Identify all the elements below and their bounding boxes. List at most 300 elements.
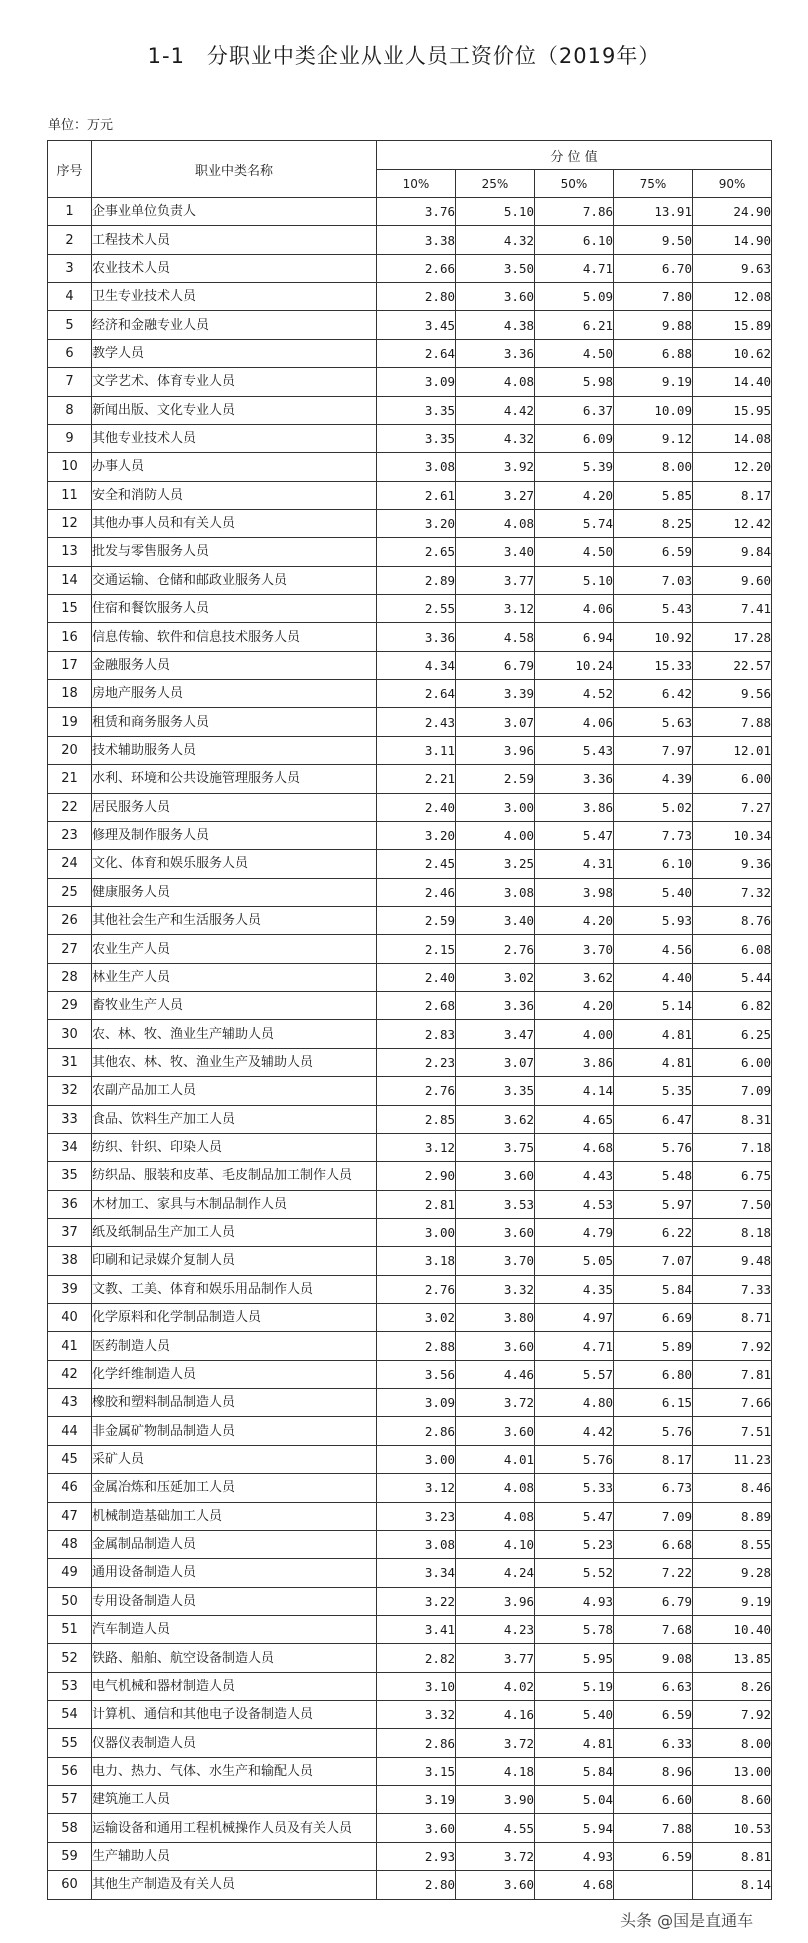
row-number: 59 [48, 1842, 92, 1870]
row-number: 21 [48, 765, 92, 793]
row-number: 16 [48, 623, 92, 651]
p25-value: 4.32 [456, 226, 535, 254]
row-number: 40 [48, 1304, 92, 1332]
table-row [48, 595, 772, 623]
table-row [48, 821, 772, 849]
occupation-name: 信息传输、软件和信息技术服务人员 [92, 623, 377, 651]
occupation-name: 运输设备和通用工程机械操作人员及有关人员 [92, 1814, 377, 1842]
p75-value: 10.92 [614, 623, 693, 651]
table-row [48, 1644, 772, 1672]
p50-value: 5.23 [535, 1530, 614, 1558]
p50-value: 6.37 [535, 396, 614, 424]
row-number: 28 [48, 963, 92, 991]
p50-value: 4.35 [535, 1275, 614, 1303]
occupation-name: 技术辅助服务人员 [92, 736, 377, 764]
table-row [48, 254, 772, 282]
occupation-name: 印刷和记录媒介复制人员 [92, 1247, 377, 1275]
p75-value: 7.80 [614, 283, 693, 311]
p50-value: 5.57 [535, 1360, 614, 1388]
p10-value: 2.86 [377, 1729, 456, 1757]
p25-value: 3.32 [456, 1275, 535, 1303]
p10-value: 2.80 [377, 1871, 456, 1899]
p25-value: 4.38 [456, 311, 535, 339]
p10-value: 2.64 [377, 339, 456, 367]
table-row [48, 424, 772, 452]
occupation-name: 非金属矿物制品制造人员 [92, 1417, 377, 1445]
p90-value: 7.41 [693, 595, 772, 623]
p25-value: 3.92 [456, 453, 535, 481]
table-row [48, 906, 772, 934]
p90-value: 22.57 [693, 651, 772, 679]
p50-value: 4.20 [535, 481, 614, 509]
p75-value: 6.42 [614, 680, 693, 708]
p50-value: 5.05 [535, 1247, 614, 1275]
row-number: 49 [48, 1559, 92, 1587]
p75-value: 5.35 [614, 1077, 693, 1105]
p50-value: 4.06 [535, 595, 614, 623]
p10-value: 3.22 [377, 1587, 456, 1615]
table-row [48, 1814, 772, 1842]
p75-value: 9.88 [614, 311, 693, 339]
p25-value: 3.60 [456, 1332, 535, 1360]
row-number: 25 [48, 878, 92, 906]
p75-value: 5.85 [614, 481, 693, 509]
p25-value: 4.32 [456, 424, 535, 452]
occupation-name: 生产辅助人员 [92, 1842, 377, 1870]
p25-value: 4.23 [456, 1615, 535, 1643]
p50-value: 5.52 [535, 1559, 614, 1587]
p50-value: 5.78 [535, 1615, 614, 1643]
row-number: 26 [48, 906, 92, 934]
p10-value: 2.40 [377, 793, 456, 821]
p25-value: 4.02 [456, 1672, 535, 1700]
row-number: 48 [48, 1530, 92, 1558]
percentile-header-10: 10% [377, 170, 456, 198]
p10-value: 3.18 [377, 1247, 456, 1275]
p90-value: 8.00 [693, 1729, 772, 1757]
p90-value: 6.00 [693, 765, 772, 793]
occupation-name: 农副产品加工人员 [92, 1077, 377, 1105]
row-number: 53 [48, 1672, 92, 1700]
occupation-name: 铁路、船舶、航空设备制造人员 [92, 1644, 377, 1672]
occupation-name: 采矿人员 [92, 1445, 377, 1473]
p25-value: 4.58 [456, 623, 535, 651]
p90-value: 6.82 [693, 992, 772, 1020]
p10-value: 2.81 [377, 1190, 456, 1218]
occupation-name: 企事业单位负责人 [92, 198, 377, 226]
p50-value: 4.97 [535, 1304, 614, 1332]
p25-value: 2.59 [456, 765, 535, 793]
row-number: 22 [48, 793, 92, 821]
p75-value: 7.09 [614, 1502, 693, 1530]
p10-value: 3.56 [377, 1360, 456, 1388]
p50-value: 3.86 [535, 1048, 614, 1076]
p90-value: 7.27 [693, 793, 772, 821]
row-number: 5 [48, 311, 92, 339]
occupation-name: 食品、饮料生产加工人员 [92, 1105, 377, 1133]
p10-value: 2.23 [377, 1048, 456, 1076]
row-number: 32 [48, 1077, 92, 1105]
table-row [48, 623, 772, 651]
row-number: 13 [48, 538, 92, 566]
p90-value: 7.92 [693, 1332, 772, 1360]
p75-value: 6.73 [614, 1474, 693, 1502]
p90-value: 6.08 [693, 935, 772, 963]
occupation-name: 其他社会生产和生活服务人员 [92, 906, 377, 934]
p25-value: 3.75 [456, 1133, 535, 1161]
occupation-name: 交通运输、仓储和邮政业服务人员 [92, 566, 377, 594]
p75-value: 10.09 [614, 396, 693, 424]
p90-value: 9.36 [693, 850, 772, 878]
table-row [48, 1020, 772, 1048]
p50-value: 6.21 [535, 311, 614, 339]
seq-header: 序号 [48, 141, 92, 198]
p75-value: 6.88 [614, 339, 693, 367]
row-number: 9 [48, 424, 92, 452]
occupation-name: 林业生产人员 [92, 963, 377, 991]
occupation-name: 健康服务人员 [92, 878, 377, 906]
p25-value: 3.96 [456, 736, 535, 764]
p50-value: 4.71 [535, 254, 614, 282]
row-number: 7 [48, 368, 92, 396]
p50-value: 5.09 [535, 283, 614, 311]
table-row [48, 1332, 772, 1360]
p75-value: 5.48 [614, 1162, 693, 1190]
p50-value: 5.39 [535, 453, 614, 481]
p25-value: 3.27 [456, 481, 535, 509]
p75-value: 5.43 [614, 595, 693, 623]
p50-value: 4.93 [535, 1587, 614, 1615]
p50-value: 5.10 [535, 566, 614, 594]
row-number: 1 [48, 198, 92, 226]
p75-value: 5.40 [614, 878, 693, 906]
p50-value: 3.62 [535, 963, 614, 991]
occupation-name: 新闻出版、文化专业人员 [92, 396, 377, 424]
p90-value: 8.60 [693, 1786, 772, 1814]
table-row [48, 538, 772, 566]
p25-value: 4.08 [456, 1502, 535, 1530]
p25-value: 3.36 [456, 992, 535, 1020]
table-row [48, 1105, 772, 1133]
p25-value: 3.39 [456, 680, 535, 708]
p25-value: 3.72 [456, 1389, 535, 1417]
p25-value: 3.36 [456, 339, 535, 367]
p90-value: 8.26 [693, 1672, 772, 1700]
row-number: 38 [48, 1247, 92, 1275]
table-row [48, 1218, 772, 1246]
row-number: 43 [48, 1389, 92, 1417]
p50-value: 3.98 [535, 878, 614, 906]
p75-value: 6.69 [614, 1304, 693, 1332]
p50-value: 4.65 [535, 1105, 614, 1133]
p90-value: 12.42 [693, 509, 772, 537]
unit-label: 单位：万元 [48, 118, 114, 133]
p10-value: 3.00 [377, 1445, 456, 1473]
p50-value: 4.68 [535, 1133, 614, 1161]
p90-value: 7.88 [693, 708, 772, 736]
p25-value: 4.08 [456, 509, 535, 537]
p25-value: 3.40 [456, 538, 535, 566]
p10-value: 4.34 [377, 651, 456, 679]
p90-value: 7.51 [693, 1417, 772, 1445]
p75-value: 6.60 [614, 1786, 693, 1814]
p10-value: 3.00 [377, 1218, 456, 1246]
p75-value: 6.59 [614, 1701, 693, 1729]
p90-value: 9.48 [693, 1247, 772, 1275]
p90-value: 8.71 [693, 1304, 772, 1332]
percentile-header-75: 75% [614, 170, 693, 198]
p50-value: 5.43 [535, 736, 614, 764]
p10-value: 3.76 [377, 198, 456, 226]
p10-value: 2.82 [377, 1644, 456, 1672]
p25-value: 3.08 [456, 878, 535, 906]
percentile-header-50: 50% [535, 170, 614, 198]
p25-value: 3.02 [456, 963, 535, 991]
p10-value: 3.12 [377, 1133, 456, 1161]
row-number: 2 [48, 226, 92, 254]
row-number: 41 [48, 1332, 92, 1360]
occupation-name: 化学纤维制造人员 [92, 1360, 377, 1388]
p10-value: 2.76 [377, 1275, 456, 1303]
row-number: 52 [48, 1644, 92, 1672]
p10-value: 2.76 [377, 1077, 456, 1105]
p10-value: 3.38 [377, 226, 456, 254]
table-row [48, 992, 772, 1020]
p50-value: 4.20 [535, 992, 614, 1020]
p10-value: 3.32 [377, 1701, 456, 1729]
p90-value: 12.01 [693, 736, 772, 764]
p25-value: 3.60 [456, 1162, 535, 1190]
p25-value: 3.60 [456, 1417, 535, 1445]
p90-value: 8.31 [693, 1105, 772, 1133]
p90-value: 7.81 [693, 1360, 772, 1388]
p10-value: 2.61 [377, 481, 456, 509]
row-number: 11 [48, 481, 92, 509]
p90-value: 9.60 [693, 566, 772, 594]
table-row [48, 509, 772, 537]
table-body [48, 198, 772, 1900]
row-number: 42 [48, 1360, 92, 1388]
occupation-name: 修理及制作服务人员 [92, 821, 377, 849]
row-number: 23 [48, 821, 92, 849]
p75-value: 7.73 [614, 821, 693, 849]
p90-value: 9.56 [693, 680, 772, 708]
p10-value: 3.19 [377, 1786, 456, 1814]
p10-value: 2.65 [377, 538, 456, 566]
p10-value: 2.55 [377, 595, 456, 623]
occupation-name: 住宿和餐饮服务人员 [92, 595, 377, 623]
row-number: 27 [48, 935, 92, 963]
row-number: 57 [48, 1786, 92, 1814]
row-number: 19 [48, 708, 92, 736]
p90-value: 8.17 [693, 481, 772, 509]
p50-value: 4.68 [535, 1871, 614, 1899]
occupation-name: 计算机、通信和其他电子设备制造人员 [92, 1701, 377, 1729]
p50-value: 4.53 [535, 1190, 614, 1218]
occupation-name: 其他生产制造及有关人员 [92, 1871, 377, 1899]
p90-value: 8.46 [693, 1474, 772, 1502]
p10-value: 2.43 [377, 708, 456, 736]
occupation-name: 木材加工、家具与木制品制作人员 [92, 1190, 377, 1218]
p75-value: 6.33 [614, 1729, 693, 1757]
row-number: 33 [48, 1105, 92, 1133]
occupation-name: 其他专业技术人员 [92, 424, 377, 452]
table-row [48, 566, 772, 594]
page-title: 1-1 分职业中类企业从业人员工资价位（2019年） [147, 44, 661, 68]
table-row [48, 1247, 772, 1275]
table-row [48, 1729, 772, 1757]
p25-value: 2.76 [456, 935, 535, 963]
p10-value: 3.15 [377, 1757, 456, 1785]
p90-value: 10.62 [693, 339, 772, 367]
occupation-name: 农业生产人员 [92, 935, 377, 963]
p75-value: 5.93 [614, 906, 693, 934]
p90-value: 8.76 [693, 906, 772, 934]
p25-value: 3.07 [456, 708, 535, 736]
p75-value: 4.81 [614, 1020, 693, 1048]
p75-value: 6.47 [614, 1105, 693, 1133]
p50-value: 5.47 [535, 821, 614, 849]
p90-value: 5.44 [693, 963, 772, 991]
p50-value: 4.06 [535, 708, 614, 736]
p10-value: 3.10 [377, 1672, 456, 1700]
p10-value: 3.02 [377, 1304, 456, 1332]
p50-value: 5.84 [535, 1757, 614, 1785]
occupation-name: 畜牧业生产人员 [92, 992, 377, 1020]
row-number: 34 [48, 1133, 92, 1161]
p90-value: 9.63 [693, 254, 772, 282]
p50-value: 5.47 [535, 1502, 614, 1530]
occupation-name: 教学人员 [92, 339, 377, 367]
p25-value: 5.10 [456, 198, 535, 226]
occupation-name: 租赁和商务服务人员 [92, 708, 377, 736]
p75-value: 6.10 [614, 850, 693, 878]
p50-value: 3.86 [535, 793, 614, 821]
p50-value: 4.42 [535, 1417, 614, 1445]
p25-value: 3.60 [456, 1871, 535, 1899]
occupation-name: 机械制造基础加工人员 [92, 1502, 377, 1530]
watermark: 头条 @国是直通车 [620, 1911, 754, 1930]
row-number: 31 [48, 1048, 92, 1076]
p50-value: 5.40 [535, 1701, 614, 1729]
wage-table [47, 140, 772, 1900]
table-row [48, 1559, 772, 1587]
p10-value: 3.35 [377, 396, 456, 424]
p50-value: 5.94 [535, 1814, 614, 1842]
occupation-name: 安全和消防人员 [92, 481, 377, 509]
table-row [48, 651, 772, 679]
table-row [48, 198, 772, 226]
p25-value: 6.79 [456, 651, 535, 679]
p90-value: 7.50 [693, 1190, 772, 1218]
row-number: 54 [48, 1701, 92, 1729]
p75-value: 9.12 [614, 424, 693, 452]
table-row [48, 1445, 772, 1473]
p90-value: 13.85 [693, 1644, 772, 1672]
p50-value: 5.95 [535, 1644, 614, 1672]
p90-value: 15.95 [693, 396, 772, 424]
p75-value: 9.08 [614, 1644, 693, 1672]
p50-value: 5.04 [535, 1786, 614, 1814]
percentile-group-header: 分 位 值 [377, 141, 772, 170]
p10-value: 3.60 [377, 1814, 456, 1842]
p90-value: 9.84 [693, 538, 772, 566]
p90-value: 14.40 [693, 368, 772, 396]
p50-value: 4.20 [535, 906, 614, 934]
p50-value: 6.10 [535, 226, 614, 254]
occupation-name: 卫生专业技术人员 [92, 283, 377, 311]
table-row [48, 339, 772, 367]
occupation-name: 橡胶和塑料制品制造人员 [92, 1389, 377, 1417]
row-number: 46 [48, 1474, 92, 1502]
p50-value: 4.71 [535, 1332, 614, 1360]
p10-value: 3.34 [377, 1559, 456, 1587]
p10-value: 2.40 [377, 963, 456, 991]
p10-value: 3.11 [377, 736, 456, 764]
occupation-name: 文教、工美、体育和娱乐用品制作人员 [92, 1275, 377, 1303]
p25-value: 3.60 [456, 1218, 535, 1246]
p10-value: 2.89 [377, 566, 456, 594]
row-number: 35 [48, 1162, 92, 1190]
table-row [48, 1133, 772, 1161]
table-row [48, 1871, 772, 1899]
p50-value: 4.31 [535, 850, 614, 878]
occupation-name: 医药制造人员 [92, 1332, 377, 1360]
table-row [48, 765, 772, 793]
p90-value: 7.09 [693, 1077, 772, 1105]
p75-value: 8.96 [614, 1757, 693, 1785]
occupation-name: 金属制品制造人员 [92, 1530, 377, 1558]
p90-value: 6.25 [693, 1020, 772, 1048]
p75-value: 8.17 [614, 1445, 693, 1473]
p10-value: 3.41 [377, 1615, 456, 1643]
p10-value: 2.66 [377, 254, 456, 282]
table-row [48, 368, 772, 396]
row-number: 37 [48, 1218, 92, 1246]
occupation-name: 批发与零售服务人员 [92, 538, 377, 566]
p10-value: 2.21 [377, 765, 456, 793]
p75-value: 4.39 [614, 765, 693, 793]
p25-value: 4.46 [456, 1360, 535, 1388]
occupation-name: 纺织品、服装和皮革、毛皮制品加工制作人员 [92, 1162, 377, 1190]
p10-value: 2.64 [377, 680, 456, 708]
p75-value: 15.33 [614, 651, 693, 679]
percentile-header-90: 90% [693, 170, 772, 198]
p50-value: 5.76 [535, 1445, 614, 1473]
p25-value: 4.55 [456, 1814, 535, 1842]
table-row [48, 1530, 772, 1558]
p90-value: 7.18 [693, 1133, 772, 1161]
occupation-name: 农、林、牧、渔业生产辅助人员 [92, 1020, 377, 1048]
p50-value: 4.93 [535, 1842, 614, 1870]
p75-value: 5.89 [614, 1332, 693, 1360]
p25-value: 4.16 [456, 1701, 535, 1729]
occupation-name: 文化、体育和娱乐服务人员 [92, 850, 377, 878]
occupation-name: 其他农、林、牧、渔业生产及辅助人员 [92, 1048, 377, 1076]
p25-value: 4.24 [456, 1559, 535, 1587]
p10-value: 2.59 [377, 906, 456, 934]
name-header: 职业中类名称 [92, 141, 377, 198]
occupation-name: 文学艺术、体育专业人员 [92, 368, 377, 396]
row-number: 10 [48, 453, 92, 481]
p75-value: 9.50 [614, 226, 693, 254]
p75-value: 9.19 [614, 368, 693, 396]
p25-value: 3.96 [456, 1587, 535, 1615]
table-row [48, 935, 772, 963]
p75-value: 7.22 [614, 1559, 693, 1587]
p10-value: 3.23 [377, 1502, 456, 1530]
p50-value: 3.36 [535, 765, 614, 793]
